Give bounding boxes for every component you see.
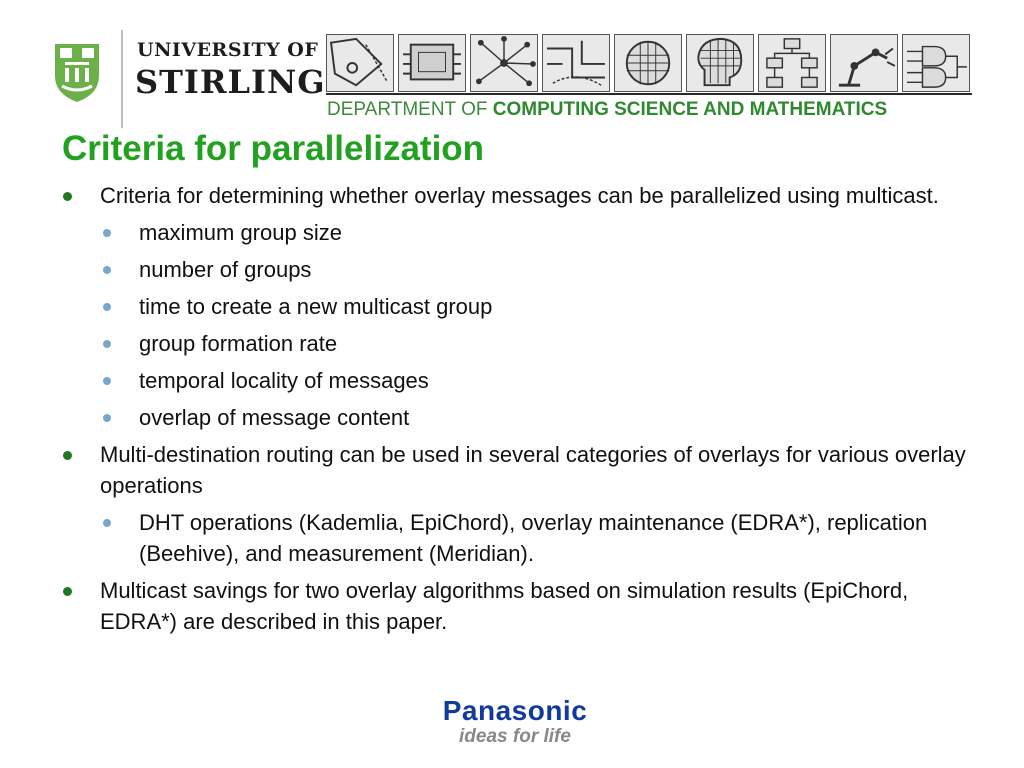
sub-bullet-item bbox=[60, 291, 970, 322]
panasonic-logo bbox=[406, 696, 624, 748]
sub-bullet-dot-icon bbox=[103, 340, 111, 348]
circuit-tile-icon bbox=[542, 34, 610, 92]
sub-bullet-text: number of groups bbox=[139, 257, 312, 282]
robot-arm-tile-icon bbox=[830, 34, 898, 92]
sub-bullet-text: DHT operations (Kademlia, EpiChord), overlay maintenance (EDRA*), replication (Beehive), and measurement (Meridian). bbox=[139, 510, 928, 566]
logic-gate-tile-icon bbox=[902, 34, 970, 92]
head-grid-tile-icon bbox=[686, 34, 754, 92]
sub-bullet-dot-icon bbox=[103, 519, 111, 527]
sub-bullet-dot-icon bbox=[103, 303, 111, 311]
flowchart-tile-icon bbox=[758, 34, 826, 92]
sub-bullet-dot-icon bbox=[103, 377, 111, 385]
brand-tagline: ideas for life bbox=[459, 726, 571, 747]
bullet-item bbox=[60, 575, 970, 637]
sub-bullet-dot-icon bbox=[103, 266, 111, 274]
sub-bullet-item bbox=[60, 507, 970, 569]
sub-bullet-text: group formation rate bbox=[139, 331, 338, 356]
university-crest-icon bbox=[52, 40, 102, 104]
globe-grid-tile-icon bbox=[614, 34, 682, 92]
bullet-list bbox=[60, 180, 970, 637]
department-banner-images bbox=[326, 34, 972, 92]
bullet-item bbox=[60, 180, 970, 211]
sub-bullet-dot-icon bbox=[103, 229, 111, 237]
sub-bullet-text: maximum group size bbox=[139, 220, 342, 245]
bullet-text: Multi-destination routing can be used in several categories of overlays for various overlay operations bbox=[100, 442, 966, 498]
sub-bullet-item bbox=[60, 254, 970, 285]
university-name-line1: UNIVERSITY OF bbox=[137, 39, 319, 61]
bullet-dot-icon bbox=[63, 451, 72, 460]
chip-tile-icon bbox=[398, 34, 466, 92]
sub-bullet-item bbox=[60, 217, 970, 248]
map-tile-icon bbox=[326, 34, 394, 92]
bullet-text: Criteria for determining whether overlay messages can be parallelized using multicast. bbox=[100, 183, 939, 208]
bullet-dot-icon bbox=[63, 192, 72, 201]
slide-title: Criteria for parallelization bbox=[62, 129, 485, 168]
sub-bullet-text: overlap of message content bbox=[139, 405, 410, 430]
department-prefix: DEPARTMENT OF bbox=[327, 99, 493, 120]
department-name bbox=[327, 99, 887, 121]
brand-name: Panasonic bbox=[442, 695, 588, 726]
sub-bullet-text: time to create a new multicast group bbox=[139, 294, 493, 319]
sub-bullet-text: temporal locality of messages bbox=[139, 368, 429, 393]
sub-bullet-item bbox=[60, 365, 970, 396]
bullet-dot-icon bbox=[63, 587, 72, 596]
bullet-item bbox=[60, 439, 970, 501]
sub-bullet-dot-icon bbox=[103, 414, 111, 422]
department-underline bbox=[326, 93, 972, 95]
sub-bullet-item bbox=[60, 402, 970, 433]
sub-bullet-item bbox=[60, 328, 970, 359]
network-tile-icon bbox=[470, 34, 538, 92]
slide-header bbox=[0, 0, 1024, 130]
bullet-text: Multicast savings for two overlay algorithms based on simulation results (EpiChord, EDRA*) are described in this paper. bbox=[100, 578, 909, 634]
university-name-line2: STIRLING bbox=[135, 63, 326, 101]
department-title: COMPUTING SCIENCE AND MATHEMATICS bbox=[492, 99, 888, 120]
header-divider bbox=[121, 30, 123, 128]
